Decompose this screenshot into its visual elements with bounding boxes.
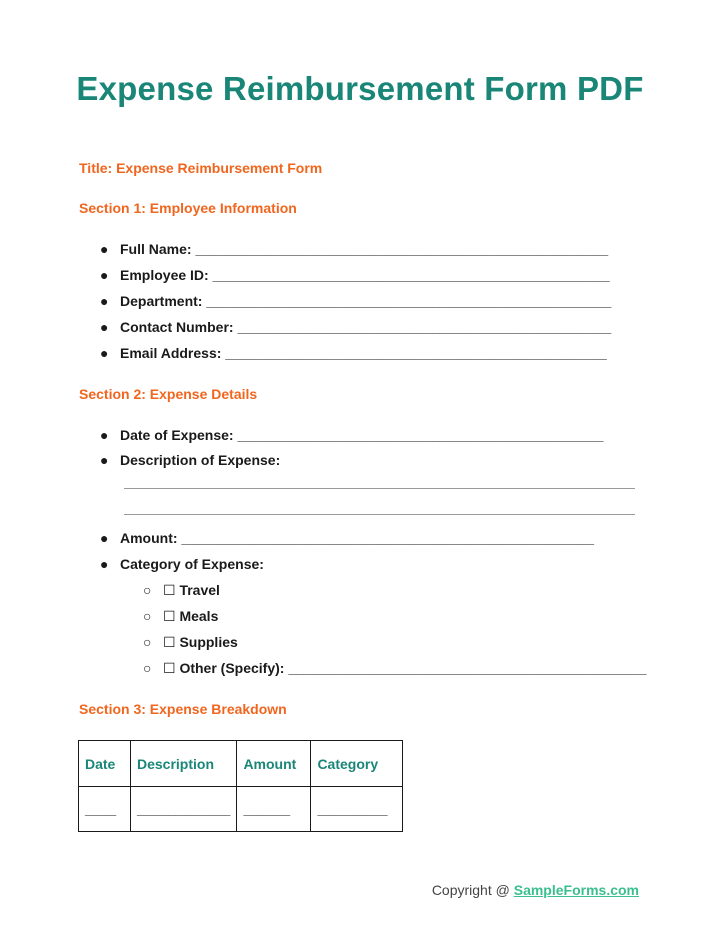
column-header-category: Category: [311, 741, 403, 787]
department-label: Department: ____________________________________________________: [120, 293, 612, 309]
column-header-description: Description: [131, 741, 237, 787]
cell-category[interactable]: _________: [311, 787, 403, 832]
email-address-label: Email Address: _________________________________________________: [120, 345, 607, 361]
page-title: Expense Reimbursement Form PDF: [76, 70, 644, 107]
bullet-icon: ●: [100, 267, 109, 283]
category-option-label: ☐ Travel: [163, 582, 220, 598]
category-option-travel[interactable]: [143, 582, 220, 599]
section-3-heading: Section 3: Expense Breakdown: [79, 701, 287, 717]
category-field: [100, 556, 264, 572]
description-line-1[interactable]: [124, 488, 635, 489]
document-title: Title: Expense Reimbursement Form: [79, 160, 323, 176]
section-1-heading: Section 1: Employee Information: [79, 200, 297, 216]
circle-bullet-icon: ○: [143, 660, 152, 676]
column-header-amount: Amount: [237, 741, 311, 787]
section-2-heading: Section 2: Expense Details: [79, 386, 258, 402]
cell-description[interactable]: ____________: [131, 787, 237, 832]
copyright-text: Copyright @: [431, 882, 510, 898]
bullet-icon: ●: [100, 530, 109, 546]
bullet-icon: ●: [100, 452, 109, 468]
expense-breakdown-table: [78, 740, 403, 832]
employee-id-field[interactable]: [100, 267, 610, 283]
cell-amount[interactable]: ______: [237, 787, 311, 832]
contact-number-label: Contact Number: ________________________________________________: [120, 319, 612, 335]
category-option-supplies[interactable]: [143, 634, 238, 651]
category-option-label: ☐ Other (Specify): ______________________________________________: [163, 660, 647, 676]
table-row: [79, 787, 403, 832]
date-of-expense-label: Date of Expense: _______________________________________________: [120, 427, 604, 443]
employee-id-label: Employee ID: ___________________________________________________: [120, 267, 610, 283]
circle-bullet-icon: ○: [143, 608, 152, 624]
amount-label: Amount: _____________________________________________________: [120, 530, 595, 546]
category-label: Category of Expense:: [120, 556, 264, 572]
table-header-row: [79, 741, 403, 787]
amount-field[interactable]: [100, 530, 594, 546]
category-option-label: ☐ Meals: [163, 608, 219, 624]
email-address-field[interactable]: [100, 345, 607, 361]
category-option-meals[interactable]: [143, 608, 218, 625]
full-name-label: Full Name: _____________________________________________________: [120, 241, 609, 257]
bullet-icon: ●: [100, 345, 109, 361]
contact-number-field[interactable]: [100, 319, 611, 335]
brand-link[interactable]: SampleForms.com: [513, 882, 639, 898]
bullet-icon: ●: [100, 556, 109, 572]
column-header-date: Date: [79, 741, 131, 787]
bullet-icon: ●: [100, 427, 109, 443]
category-option-other[interactable]: [143, 660, 647, 677]
full-name-field[interactable]: [100, 241, 608, 257]
bullet-icon: ●: [100, 293, 109, 309]
description-field: [100, 452, 280, 468]
category-option-label: ☐ Supplies: [163, 634, 238, 650]
department-field[interactable]: [100, 293, 611, 309]
footer-copyright: [432, 882, 639, 898]
circle-bullet-icon: ○: [143, 634, 152, 650]
cell-date[interactable]: ____: [79, 787, 131, 832]
bullet-icon: ●: [100, 241, 109, 257]
description-label: Description of Expense:: [120, 452, 281, 468]
bullet-icon: ●: [100, 319, 109, 335]
circle-bullet-icon: ○: [143, 582, 152, 598]
description-line-2[interactable]: [124, 514, 635, 515]
date-of-expense-field[interactable]: [100, 427, 603, 443]
